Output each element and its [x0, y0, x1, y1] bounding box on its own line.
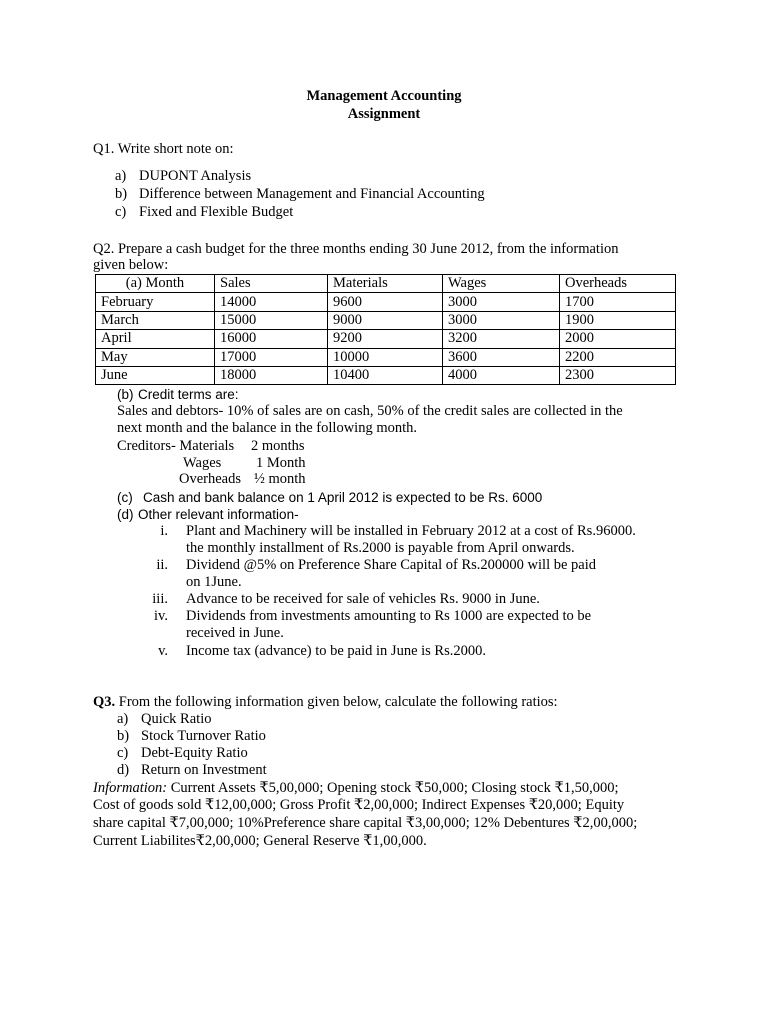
- table-cell: 17000: [215, 348, 328, 366]
- item-marker: (d): [117, 507, 134, 522]
- sales-debtors-text-cont: next month and the balance in the following month.: [117, 420, 418, 436]
- table-row: [96, 348, 676, 366]
- roman-marker: v.: [158, 643, 168, 659]
- q2-heading-cont: given below:: [93, 257, 169, 273]
- overheads-label: Overheads: [179, 471, 242, 487]
- list-item-marker: b): [117, 728, 130, 744]
- column-header: Sales: [215, 275, 328, 293]
- list-item: DUPONT Analysis: [139, 168, 252, 184]
- table-cell: 3000: [443, 311, 560, 329]
- information-text-cont: Current Liabilites₹2,00,000; General Reserve ₹1,00,000.: [93, 833, 427, 849]
- table-cell: June: [96, 366, 215, 384]
- cash-budget-table: [95, 274, 676, 385]
- creditors-label: Creditors- Materials: [117, 438, 235, 454]
- list-item: Plant and Machinery will be installed in February 2012 at a cost of Rs.96000.: [186, 523, 636, 539]
- list-item: Income tax (advance) to be paid in June is Rs.2000.: [186, 643, 486, 659]
- table-cell: 2200: [560, 348, 676, 366]
- wages-label: Wages: [183, 455, 222, 471]
- list-item-marker: c): [117, 745, 129, 761]
- creditors-materials-value: 2 months: [251, 438, 305, 454]
- information-text: Current Assets ₹5,00,000; Opening stock ₹50,000; Closing stock ₹1,50,000;: [170, 780, 619, 796]
- q1-heading: Q1. Write short note on:: [93, 141, 234, 157]
- q3-heading: [93, 694, 558, 711]
- q2-heading: Q2. Prepare a cash budget for the three months ending 30 June 2012, from the information: [93, 241, 619, 257]
- table-cell: 3200: [443, 330, 560, 348]
- list-item-marker: d): [117, 762, 130, 778]
- table-header-row: [96, 275, 676, 293]
- roman-marker: iii.: [152, 591, 168, 607]
- overheads-value: ½ month: [254, 471, 306, 487]
- list-item: Dividends from investments amounting to Rs 1000 are expected to be: [186, 608, 592, 624]
- item-marker: (b): [117, 387, 134, 402]
- q3-label: Q3.: [93, 694, 116, 710]
- q3-heading-text: From the following information given below, calculate the following ratios:: [118, 694, 558, 710]
- column-header: (a) Month: [96, 275, 215, 293]
- roman-marker: i.: [160, 523, 168, 539]
- list-item: Debt-Equity Ratio: [141, 745, 248, 761]
- table-cell: February: [96, 293, 215, 311]
- list-item: Stock Turnover Ratio: [141, 728, 266, 744]
- table-cell: 3600: [443, 348, 560, 366]
- table-cell: April: [96, 330, 215, 348]
- cash-balance-text: Cash and bank balance on 1 April 2012 is expected to be Rs. 6000: [143, 490, 543, 505]
- table-cell: 2000: [560, 330, 676, 348]
- list-item: Return on Investment: [141, 762, 267, 778]
- list-item: Advance to be received for sale of vehicles Rs. 9000 in June.: [186, 591, 540, 607]
- list-item-marker: a): [117, 711, 129, 727]
- information-line: [93, 780, 619, 797]
- column-header: Materials: [328, 275, 443, 293]
- column-header: Overheads: [560, 275, 676, 293]
- list-item-marker: b): [115, 186, 128, 202]
- table-cell: 1700: [560, 293, 676, 311]
- table-cell: 14000: [215, 293, 328, 311]
- table-row: [96, 293, 676, 311]
- list-item: Quick Ratio: [141, 711, 212, 727]
- table-cell: 15000: [215, 311, 328, 329]
- table-cell: 16000: [215, 330, 328, 348]
- wages-value: 1 Month: [256, 455, 306, 471]
- roman-marker: iv.: [154, 608, 168, 624]
- table-cell: 9000: [328, 311, 443, 329]
- list-item: Fixed and Flexible Budget: [139, 204, 294, 220]
- table-cell: 10000: [328, 348, 443, 366]
- credit-terms-heading: Credit terms are:: [138, 387, 239, 402]
- table-cell: 2300: [560, 366, 676, 384]
- table-cell: 10400: [328, 366, 443, 384]
- sales-debtors-text: Sales and debtors- 10% of sales are on cash, 50% of the credit sales are collected in the: [117, 403, 623, 419]
- list-item: Difference between Management and Financial Accounting: [139, 186, 485, 202]
- column-header: Wages: [443, 275, 560, 293]
- roman-marker: ii.: [156, 557, 168, 573]
- list-item-cont: received in June.: [186, 625, 284, 641]
- list-item-cont: on 1June.: [186, 574, 242, 590]
- table-cell: 1900: [560, 311, 676, 329]
- list-item-marker: a): [115, 168, 127, 184]
- list-item-cont: the monthly installment of Rs.2000 is payable from April onwards.: [186, 540, 575, 556]
- other-info-heading: Other relevant information-: [138, 507, 299, 522]
- list-item: Dividend @5% on Preference Share Capital of Rs.200000 will be paid: [186, 557, 596, 573]
- table-cell: 3000: [443, 293, 560, 311]
- list-item-marker: c): [115, 204, 127, 220]
- document-subtitle: Assignment: [347, 106, 421, 122]
- information-text-cont: Cost of goods sold ₹12,00,000; Gross Profit ₹2,00,000; Indirect Expenses ₹20,000; Equity: [93, 797, 625, 813]
- table-cell: 4000: [443, 366, 560, 384]
- item-marker: (c): [117, 490, 133, 505]
- table-row: [96, 366, 676, 384]
- table-row: [96, 311, 676, 329]
- table-row: [96, 330, 676, 348]
- table-cell: 18000: [215, 366, 328, 384]
- information-label: Information:: [93, 780, 168, 796]
- document-title: Management Accounting: [306, 88, 462, 104]
- table-cell: May: [96, 348, 215, 366]
- table-cell: March: [96, 311, 215, 329]
- table-cell: 9600: [328, 293, 443, 311]
- table-cell: 9200: [328, 330, 443, 348]
- information-text-cont: share capital ₹7,00,000; 10%Preference share capital ₹3,00,000; 12% Debentures ₹2,00,000;: [93, 815, 638, 831]
